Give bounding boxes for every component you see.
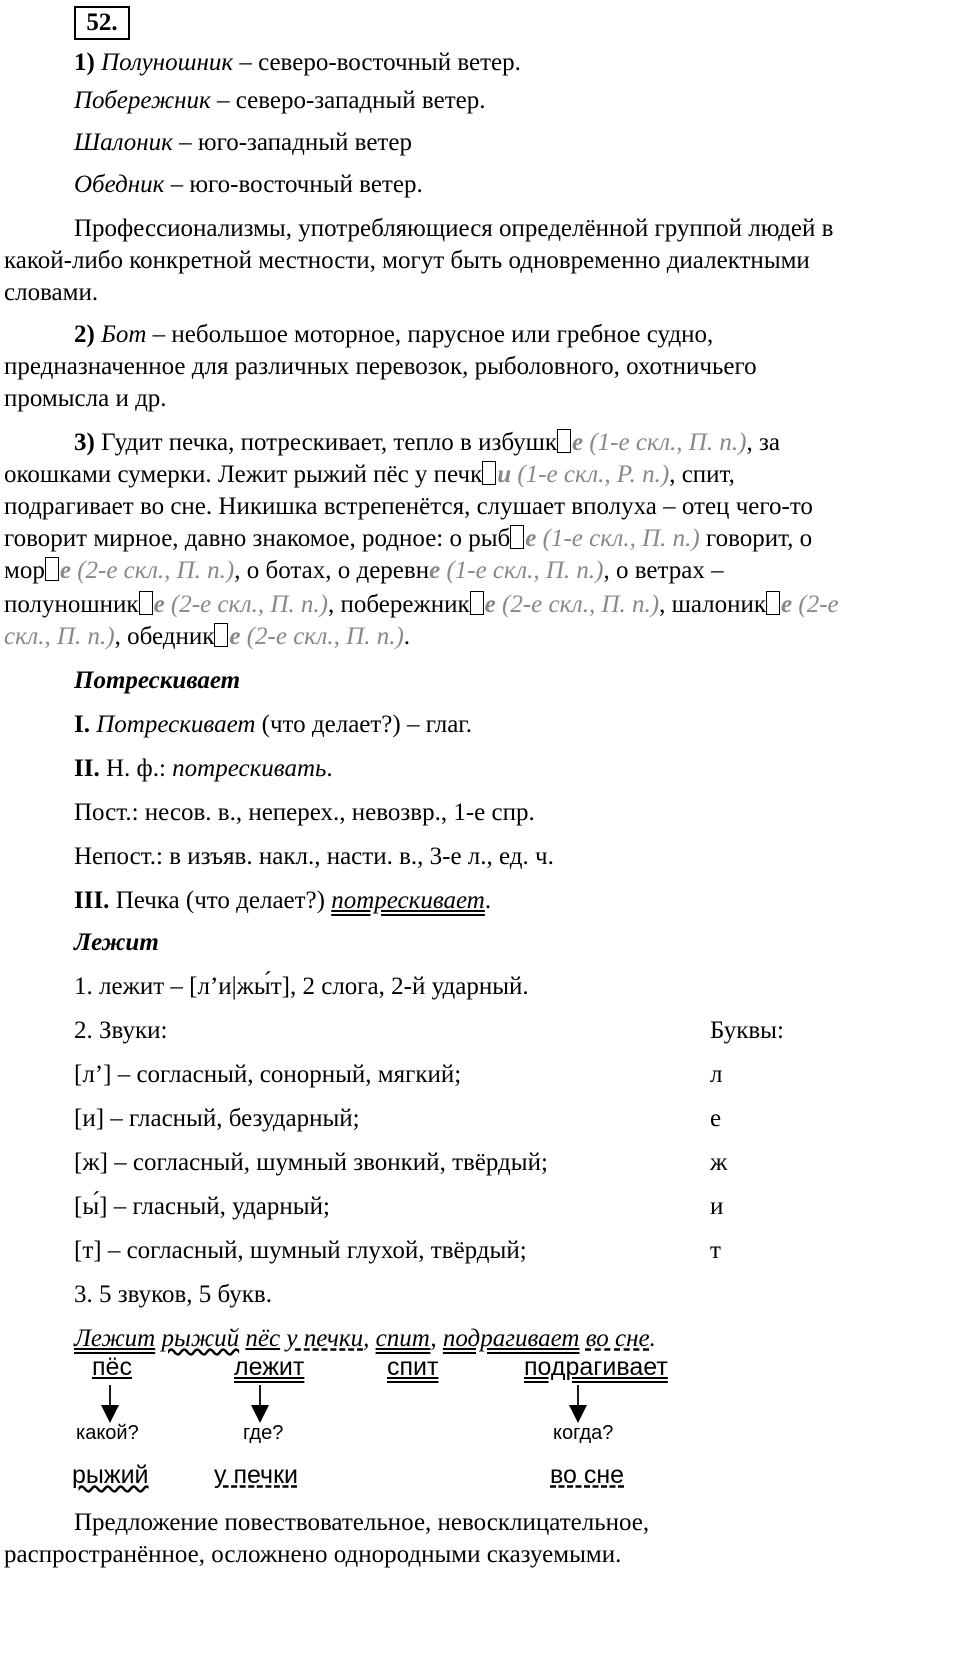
scheme-top-predicate: подрагивает [524, 1353, 668, 1381]
scheme-top-subject: пёс [92, 1353, 132, 1381]
def-line-3: Шалоник – юго-западный ветер [74, 129, 412, 156]
def-line-4: Обедник – юго-восточный ветер. [74, 171, 423, 198]
bot-line-3: промысла и др. [4, 385, 167, 412]
morph-iii: III. Печка (что делает?) потрескивает. [74, 887, 492, 914]
sentence-parsed: Лежит рыжий пёс у печки, спит, подрагивает во сне. [74, 1325, 656, 1352]
text-line-6: полуношник е (2-е скл., П. п.), побережник е (2-е скл., П. п.), шалоник е (2-е [4, 591, 839, 618]
prof-line-3: словами. [4, 279, 99, 306]
letters-heading: Буквы: [710, 1017, 784, 1044]
scheme-bottom-word: у печки [214, 1461, 298, 1489]
prof-line-2: какой-либо конкретной местности, могут быть одновременно диалектными [4, 247, 810, 274]
morph-title: Потрескивает [74, 667, 241, 694]
letter-cell: и [710, 1193, 724, 1220]
scheme-question: какой? [76, 1422, 139, 1444]
scheme-bottom-word: во сне [550, 1461, 625, 1489]
scheme-top-predicate: спит [387, 1353, 439, 1381]
text-line-2: окошками сумерки. Лежит рыжий пёс у печк и (1-е скл., Р. п.), спит, [4, 461, 735, 488]
prof-line-1: Профессионализмы, употребляющиеся определённой группой людей в [74, 215, 834, 242]
sound-row: [л’] – согласный, сонорный, мягкий; [74, 1061, 462, 1088]
phon-title: Лежит [74, 929, 159, 956]
morph-ii: II. Н. ф.: потрескивать. [74, 755, 333, 782]
phon-line-1: 1. лежит – [л’и|жы́т], 2 слога, 2-й ударный. [74, 973, 529, 1000]
scheme-question: где? [243, 1422, 284, 1444]
scheme-question: когда? [553, 1422, 614, 1444]
morph-nepost: Непост.: в изъяв. накл., насти. в., 3-е л., ед. ч. [74, 843, 554, 870]
sound-row: [и] – гласный, безударный; [74, 1105, 360, 1132]
phon-line-3: 3. 5 звуков, 5 букв. [74, 1281, 272, 1308]
conclusion-line-2: распространённое, осложнено однородными сказуемыми. [4, 1541, 622, 1568]
text-line-3: подрагивает во сне. Никишка встрепенётся, слушает вполуха – отец чего-то [4, 493, 813, 520]
sound-row: [т] – согласный, шумный глухой, твёрдый; [74, 1237, 527, 1264]
sounds-heading: 2. Звуки: [74, 1017, 168, 1044]
scheme-top-predicate: лежит [234, 1353, 305, 1381]
def-line-2: Побережник – северо-западный ветер. [74, 87, 486, 114]
scheme-bottom-word: рыжий [72, 1461, 149, 1489]
def-line-1: 1) Полуношник – северо-восточный ветер. [74, 49, 521, 76]
sound-row: [ы́] – гласный, ударный; [74, 1193, 330, 1220]
text-line-1: 3) Гудит печка, потрескивает, тепло в избушк е (1-е скл., П. п.), за [74, 429, 780, 456]
morph-post: Пост.: несов. в., неперех., невозвр., 1-е спр. [74, 799, 535, 826]
text-line-7: скл., П. п.), обедник е (2-е скл., П. п.). [4, 623, 411, 650]
letter-cell: е [710, 1105, 722, 1132]
text-line-4: говорит мирное, давно знакомое, родное: о рыб е (1-е скл., П. п.) говорит, о [4, 525, 813, 552]
bot-line-2: предназначенное для различных перевозок, рыболовного, охотничьего [4, 353, 757, 380]
conclusion-line-1: Предложение повествовательное, невосклицательное, [74, 1509, 650, 1536]
letter-cell: л [710, 1061, 723, 1088]
task-number: 52. [74, 6, 130, 40]
morph-i: I. Потрескивает (что делает?) – глаг. [74, 711, 472, 738]
text-line-5: мор е (2-е скл., П. п.), о ботах, о деревне (1-е скл., П. п.), о ветрах – [4, 557, 724, 584]
letter-cell: т [710, 1237, 721, 1264]
letter-cell: ж [710, 1149, 728, 1176]
bot-line-1: 2) Бот – небольшое моторное, парусное или гребное судно, [74, 321, 714, 348]
sound-row: [ж] – согласный, шумный звонкий, твёрдый; [74, 1149, 548, 1176]
